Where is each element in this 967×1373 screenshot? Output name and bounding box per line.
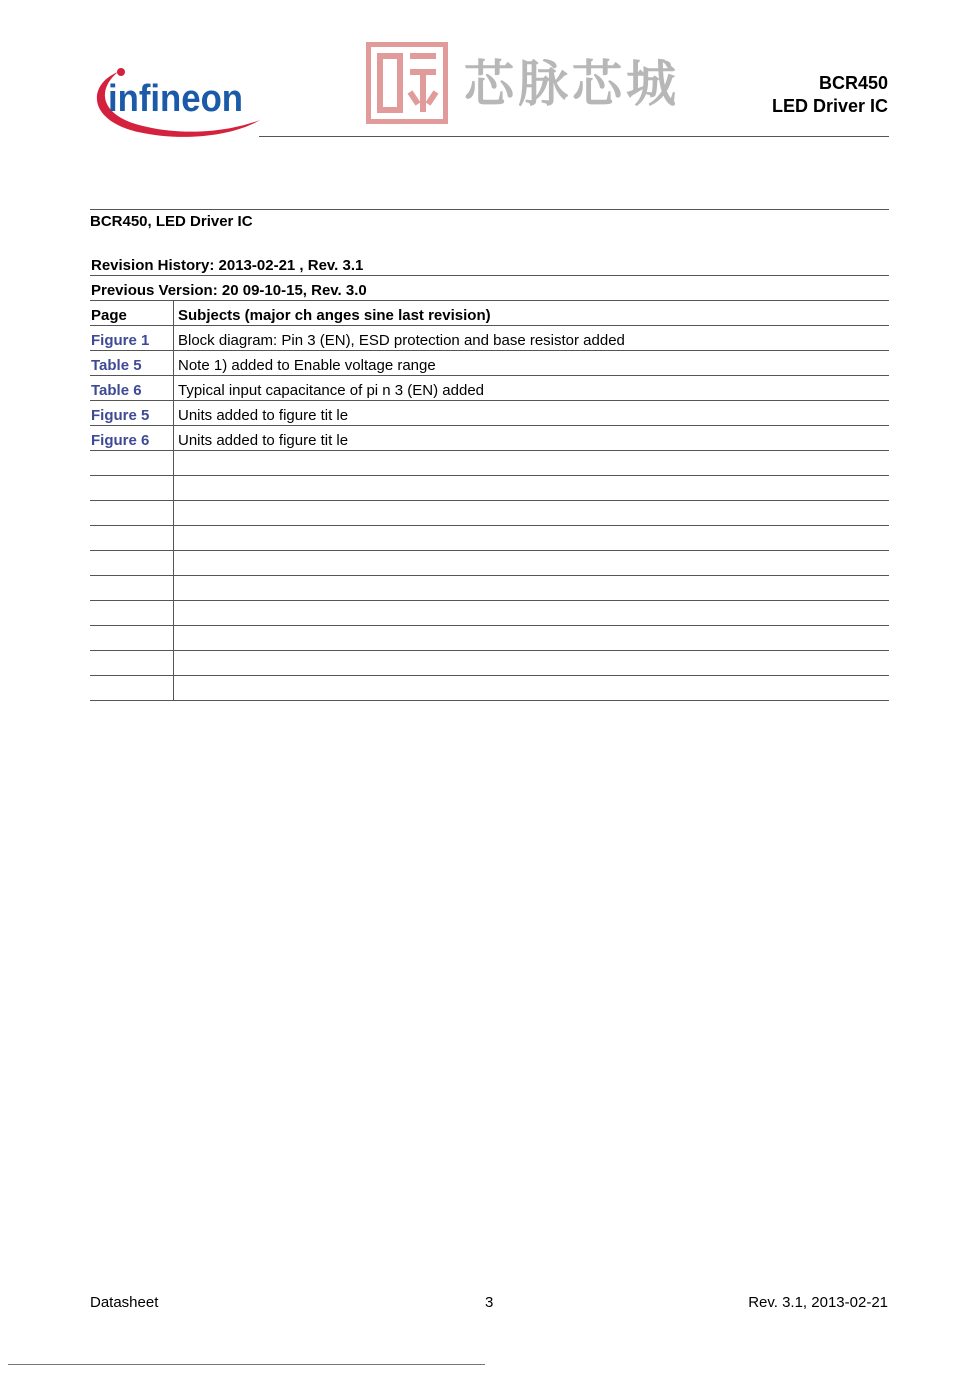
empty-table-row [90, 626, 889, 651]
previous-version: Previous Version: 20 09-10-15, Rev. 3.0 [90, 276, 889, 301]
column-header-subjects: Subjects (major ch anges sine last revision) [174, 301, 890, 326]
table-header-row [90, 301, 889, 326]
document-title-subtitle: LED Driver IC [771, 96, 888, 116]
empty-table-row [90, 451, 889, 476]
table-row [90, 401, 889, 426]
page-reference-link[interactable]: Figure 6 [91, 432, 150, 449]
section-title: BCR450, LED Driver IC [90, 213, 253, 230]
footer-doc-type: Datasheet [90, 1294, 159, 1311]
empty-subject-cell [174, 601, 890, 626]
bottom-rule [8, 1364, 485, 1365]
table-row [90, 326, 889, 351]
empty-page-cell [90, 626, 174, 651]
column-header-page: Page [90, 301, 174, 326]
previous-version-row [90, 276, 889, 301]
empty-page-cell [90, 501, 174, 526]
empty-page-cell [90, 451, 174, 476]
empty-subject-cell [174, 676, 890, 701]
empty-page-cell [90, 551, 174, 576]
subject-cell: Units added to figure tit le [174, 401, 890, 426]
header-rule [259, 136, 889, 137]
document-title [772, 72, 888, 118]
watermark-seal-icon [366, 42, 448, 124]
watermark [366, 42, 726, 126]
revision-history: Revision History: 2013-02-21 , Rev. 3.1 [90, 251, 889, 276]
empty-subject-cell [174, 626, 890, 651]
document-title-part: BCR450 [818, 73, 888, 93]
page-reference-cell [90, 351, 174, 376]
logo-wordmark: infineon [108, 78, 243, 120]
revision-history-row [90, 251, 889, 276]
footer-page-number: 3 [485, 1294, 494, 1311]
empty-table-row [90, 676, 889, 701]
empty-table-row [90, 651, 889, 676]
empty-subject-cell [174, 451, 890, 476]
empty-page-cell [90, 526, 174, 551]
empty-subject-cell [174, 526, 890, 551]
subject-cell: Units added to figure tit le [174, 426, 890, 451]
empty-table-row [90, 526, 889, 551]
empty-subject-cell [174, 551, 890, 576]
empty-page-cell [90, 476, 174, 501]
watermark-text: 芯脉芯城 [464, 55, 680, 113]
empty-table-row [90, 501, 889, 526]
table-row [90, 426, 889, 451]
table-row [90, 376, 889, 401]
empty-page-cell [90, 576, 174, 601]
empty-page-cell [90, 601, 174, 626]
subject-cell: Note 1) added to Enable voltage range [174, 351, 890, 376]
page-reference-cell [90, 326, 174, 351]
empty-table-row [90, 601, 889, 626]
empty-table-row [90, 551, 889, 576]
infineon-logo [88, 62, 263, 142]
empty-page-cell [90, 676, 174, 701]
empty-subject-cell [174, 651, 890, 676]
page-reference-link[interactable]: Figure 1 [91, 332, 150, 349]
empty-page-cell [90, 651, 174, 676]
page-reference-cell [90, 401, 174, 426]
logo-dot [117, 68, 125, 76]
empty-table-row [90, 476, 889, 501]
page-reference-cell [90, 376, 174, 401]
page-reference-link[interactable]: Figure 5 [91, 407, 150, 424]
empty-subject-cell [174, 576, 890, 601]
footer-revision: Rev. 3.1, 2013-02-21 [748, 1294, 888, 1311]
subject-cell: Block diagram: Pin 3 (EN), ESD protection and base resistor added [174, 326, 890, 351]
page-reference-link[interactable]: Table 5 [91, 357, 142, 374]
empty-subject-cell [174, 501, 890, 526]
section-rule [90, 209, 889, 210]
revision-table [90, 251, 889, 701]
empty-table-row [90, 576, 889, 601]
page-reference-cell [90, 426, 174, 451]
table-row [90, 351, 889, 376]
subject-cell: Typical input capacitance of pi n 3 (EN) added [174, 376, 890, 401]
page-reference-link[interactable]: Table 6 [91, 382, 142, 399]
empty-subject-cell [174, 476, 890, 501]
